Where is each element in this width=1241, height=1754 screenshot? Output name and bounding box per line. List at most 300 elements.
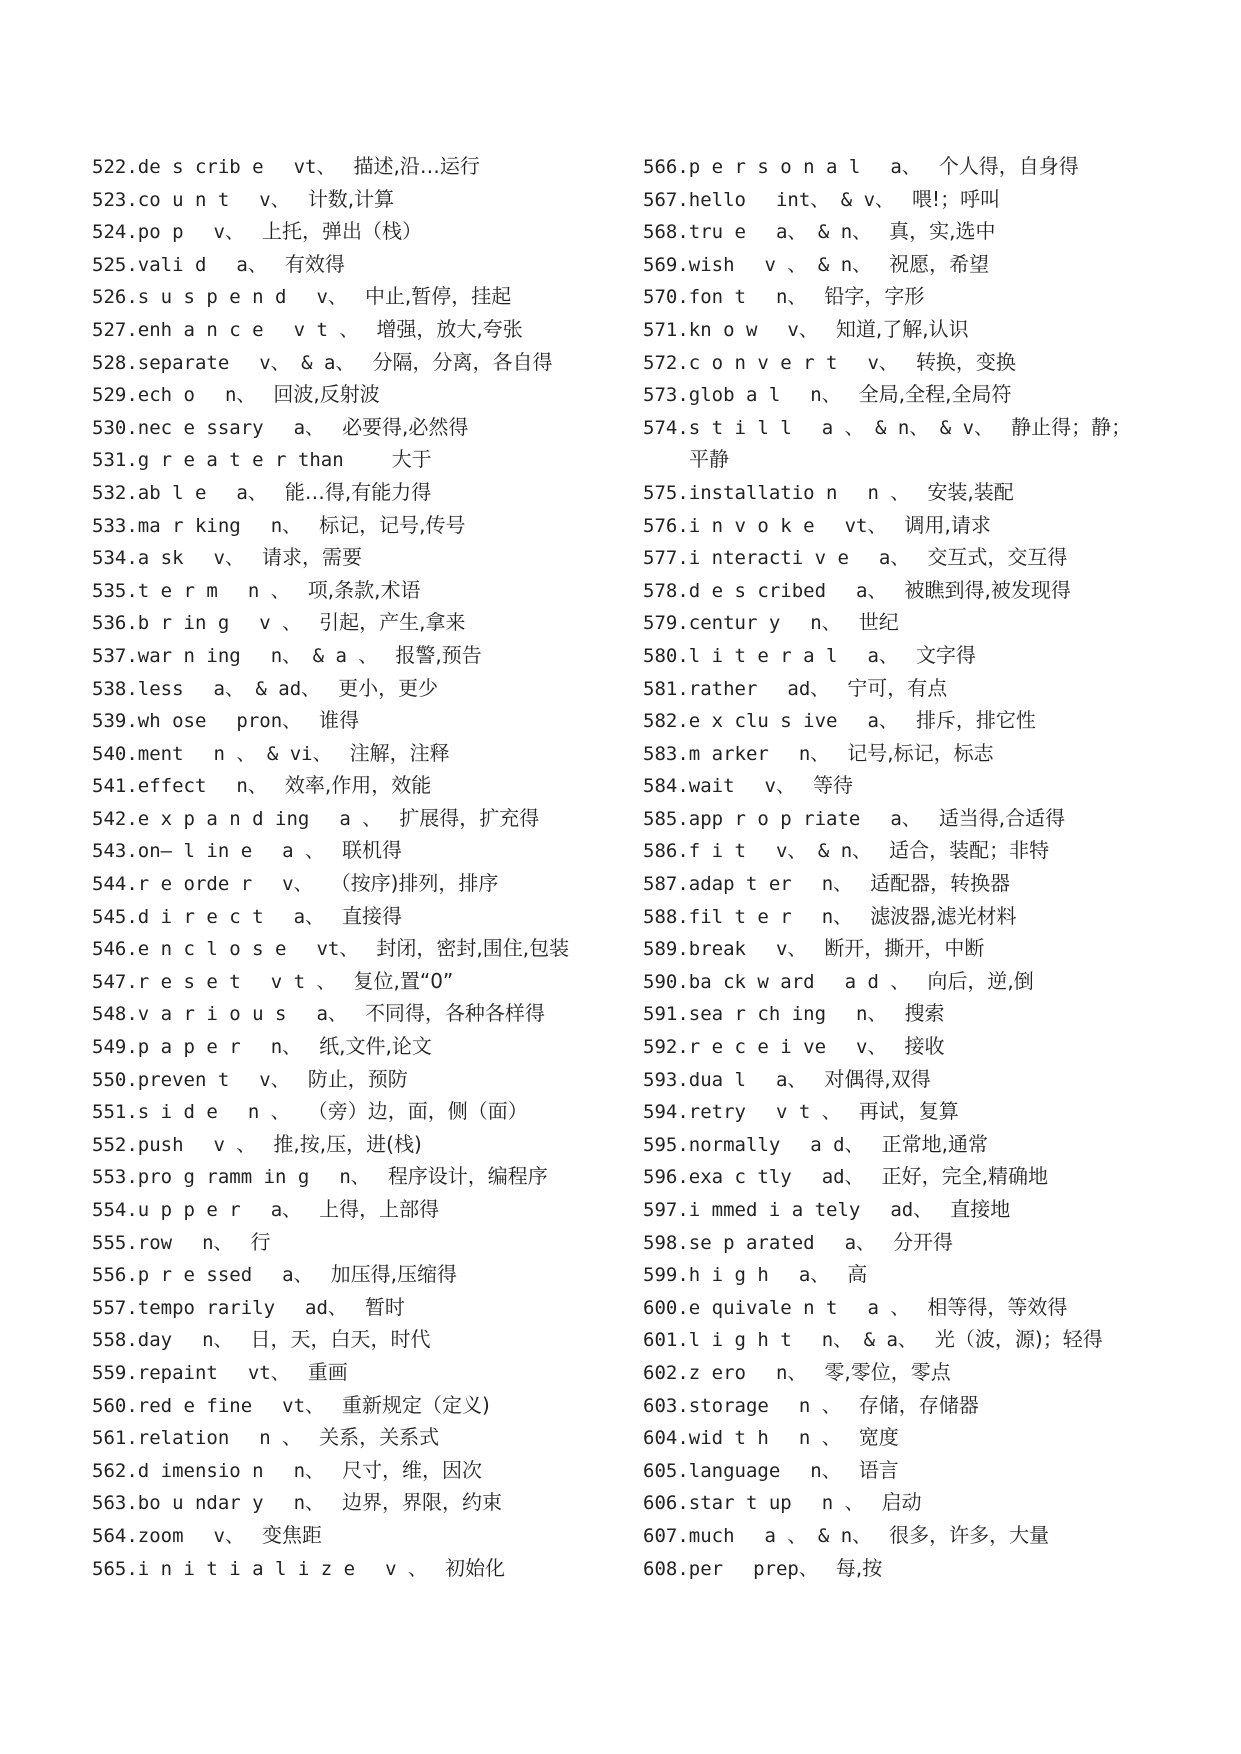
vocab-entry — [643, 1193, 1163, 1226]
entry-pos: a 、 — [867, 1296, 910, 1319]
entry-meaning: 对偶得,双得 — [824, 1066, 931, 1091]
entry-meaning: 联机得 — [342, 838, 403, 863]
vocab-entry — [643, 900, 1163, 933]
entry-pos: v 、 & n、 — [764, 253, 872, 276]
entry-meaning: 变焦距 — [261, 1522, 322, 1547]
entry-number: 539. — [92, 710, 138, 733]
entry-word: bo u ndar y — [137, 1492, 264, 1515]
entry-number: 522. — [92, 156, 138, 178]
entry-word: s u s p e n d — [137, 286, 287, 309]
entry-pos: ad、 — [787, 677, 830, 700]
vocab-entry — [92, 1552, 612, 1585]
entry-pos: a、 — [293, 416, 325, 439]
entry-number: 531. — [92, 449, 138, 472]
vocab-entry — [92, 346, 612, 379]
entry-number: 596. — [643, 1166, 689, 1189]
entry-pos: n、 — [293, 1492, 325, 1515]
entry-pos: v、 — [213, 547, 244, 570]
entry-meaning: 尺寸，维，因次 — [342, 1457, 483, 1482]
entry-pos: v t 、 — [775, 1101, 841, 1124]
entry-number: 579. — [643, 612, 689, 635]
entry-number: 590. — [643, 970, 689, 993]
entry-number: 574. — [643, 416, 689, 439]
vocab-entry — [92, 1095, 612, 1128]
vocab-entry — [643, 411, 1163, 444]
entry-word: ment — [137, 742, 184, 765]
vocab-entry — [92, 1486, 612, 1519]
entry-word: much — [688, 1524, 735, 1547]
entry-word: installatio n — [688, 481, 838, 504]
entry-number: 542. — [92, 807, 138, 830]
entry-pos: n、 — [293, 1459, 325, 1482]
entry-number: 557. — [92, 1296, 138, 1319]
entry-meaning: 语言 — [858, 1457, 899, 1482]
entry-word: zoom — [137, 1524, 184, 1547]
entry-number: 597. — [643, 1199, 689, 1221]
entry-meaning: 直接地 — [950, 1197, 1011, 1221]
entry-pos: n 、 — [821, 1492, 864, 1515]
entry-number: 527. — [92, 318, 138, 341]
entry-word: s i d e — [137, 1101, 218, 1124]
entry-pos: n、 & a、 — [821, 1329, 917, 1352]
entry-number: 575. — [643, 481, 689, 504]
entry-word: po p — [137, 221, 184, 244]
entry-pos: v、 — [316, 286, 347, 309]
entry-meaning: 分隔，分离，各自得 — [372, 349, 553, 374]
vocab-entry — [643, 672, 1163, 705]
entry-word: storage — [688, 1394, 769, 1417]
entry-meaning: 大于 — [391, 447, 432, 472]
entry-number: 607. — [643, 1524, 689, 1547]
entry-meaning: 存储，存储器 — [858, 1392, 979, 1417]
entry-number: 592. — [643, 1036, 689, 1059]
entry-number: 524. — [92, 221, 138, 244]
vocab-entry — [92, 1063, 612, 1096]
vocab-entry — [92, 280, 612, 313]
vocab-entry — [92, 1030, 612, 1063]
entry-number: 598. — [643, 1231, 689, 1254]
entry-pos: n、 — [270, 1036, 302, 1059]
entry-number: 541. — [92, 775, 138, 798]
entry-number: 523. — [92, 188, 138, 211]
vocab-entry — [643, 1323, 1163, 1356]
entry-meaning: 交互式，交互得 — [927, 545, 1068, 570]
entry-word: star t up — [688, 1492, 792, 1515]
entry-pos: pron、 — [236, 710, 302, 733]
entry-word: pro g ramm in g — [137, 1166, 310, 1189]
vocab-entry — [92, 411, 612, 444]
entry-word: centur y — [688, 612, 781, 635]
entry-meaning: 分开得 — [893, 1229, 954, 1254]
vocab-entry — [643, 1128, 1163, 1161]
entry-meaning: 世纪 — [858, 610, 899, 635]
entry-word: nec e ssary — [137, 416, 264, 439]
vocab-entry — [92, 1389, 612, 1422]
vocab-entry — [643, 737, 1163, 770]
entry-word: separate — [137, 351, 230, 374]
entry-number: 570. — [643, 286, 689, 309]
entry-word: wh ose — [137, 710, 207, 733]
entry-word: ab l e — [137, 481, 207, 504]
entry-word: e x p a n d ing — [137, 807, 310, 830]
vocab-entry — [643, 378, 1163, 411]
entry-number: 536. — [92, 612, 138, 635]
entry-number: 559. — [92, 1361, 138, 1384]
entry-word: d i r e c t — [137, 905, 264, 928]
entry-pos: v、 — [856, 1036, 887, 1059]
entry-number: 573. — [643, 384, 689, 407]
entry-word: break — [688, 938, 746, 961]
vocab-entry — [643, 639, 1163, 672]
entry-pos: v、 — [259, 1068, 290, 1091]
entry-word: glob a l — [688, 384, 781, 407]
vocab-entry — [92, 183, 612, 216]
vocab-entry — [643, 1030, 1163, 1063]
vocab-entry — [643, 1356, 1163, 1389]
entry-number: 554. — [92, 1199, 138, 1221]
entry-pos: n、 — [821, 873, 853, 896]
entry-number: 591. — [643, 1003, 689, 1026]
entry-meaning: 适合，装配；非特 — [889, 838, 1050, 863]
entry-number: 564. — [92, 1524, 138, 1547]
vocab-entry — [92, 248, 612, 281]
vocab-entry — [643, 215, 1163, 248]
entry-meaning: 知道,了解,认识 — [835, 316, 969, 341]
vocab-entry — [643, 574, 1163, 607]
entry-word: i n v o k e — [688, 514, 815, 537]
entry-pos: v t 、 — [293, 318, 359, 341]
entry-word: push — [137, 1133, 184, 1156]
vocab-entry — [643, 802, 1163, 835]
entry-meaning: 适配器，转换器 — [870, 871, 1011, 896]
entry-word: hello — [688, 188, 746, 211]
entry-pos: v、 & n、 — [775, 840, 872, 863]
entry-pos: n 、 — [247, 1101, 290, 1124]
entry-pos: v、 — [282, 873, 313, 896]
entry-pos: v、 — [213, 221, 244, 244]
entry-meaning: 扩展得，扩充得 — [399, 805, 540, 830]
entry-number: 589. — [643, 938, 689, 961]
vocab-entry — [643, 1389, 1163, 1422]
entry-pos: v、 — [775, 938, 807, 961]
entry-pos: a、 — [798, 1264, 830, 1287]
entry-pos: a、 — [856, 579, 887, 602]
entry-meaning: 祝愿，希望 — [889, 251, 990, 276]
entry-number: 602. — [643, 1361, 689, 1384]
vocab-entry — [92, 150, 612, 183]
entry-word: repaint — [137, 1361, 218, 1384]
entry-number: 584. — [643, 775, 689, 798]
entry-meaning: 上得，上部得 — [319, 1197, 440, 1221]
entry-meaning: 增强，放大,夸张 — [376, 316, 523, 341]
entry-number: 600. — [643, 1296, 689, 1319]
entry-meaning: 接收 — [904, 1034, 945, 1059]
entry-number: 529. — [92, 384, 138, 407]
entry-meaning: 标记，记号,传号 — [319, 512, 466, 537]
entry-pos: n、 — [810, 384, 841, 407]
entry-word: b r in g — [137, 612, 230, 635]
entry-word: on— l in e — [137, 840, 253, 863]
entry-pos: n 、 — [798, 1427, 841, 1450]
entry-number: 580. — [643, 644, 689, 667]
vocab-entry — [643, 248, 1163, 281]
vocab-entry — [92, 997, 612, 1030]
entry-meaning: 搜索 — [904, 1001, 945, 1026]
entry-meaning: 不同得，各种各样得 — [364, 1001, 545, 1026]
entry-pos: a、 — [236, 481, 267, 504]
entry-meaning: 光（波，源)；轻得 — [934, 1327, 1103, 1352]
vocab-entry — [92, 672, 612, 705]
vocab-entry — [643, 1226, 1163, 1259]
vocab-entry — [92, 1226, 612, 1259]
entry-meaning: 推,按,压，进(栈) — [273, 1131, 422, 1156]
entry-number: 555. — [92, 1231, 138, 1254]
entry-pos: a、 — [282, 1264, 313, 1287]
entry-number: 550. — [92, 1068, 138, 1091]
vocab-entry — [92, 1356, 612, 1389]
entry-number: 560. — [92, 1394, 138, 1417]
entry-pos: n、 — [775, 286, 807, 309]
vocab-entry — [92, 1421, 612, 1454]
vocab-entry — [92, 476, 612, 509]
entry-meaning: 每,按 — [835, 1555, 883, 1580]
entry-pos: v 、 — [385, 1557, 427, 1580]
entry-meaning: 安装,装配 — [927, 479, 1014, 504]
entry-number: 538. — [92, 677, 138, 700]
entry-pos: n、 — [810, 612, 841, 635]
vocab-entry — [92, 900, 612, 933]
entry-word: app r o p riate — [688, 807, 861, 830]
entry-meaning: 正常地,通常 — [881, 1131, 988, 1156]
vocab-entry — [92, 378, 612, 411]
entry-pos: n、 — [821, 905, 853, 928]
entry-pos: vt、 — [247, 1361, 290, 1384]
vocab-entry — [643, 867, 1163, 900]
entry-word: tempo rarily — [137, 1296, 276, 1319]
entry-meaning: 全局,全程,全局符 — [858, 382, 1012, 407]
entry-meaning: 关系，关系式 — [319, 1425, 440, 1450]
entry-meaning: 更小，更少 — [338, 675, 439, 700]
entry-meaning: 初始化 — [445, 1555, 505, 1580]
entry-number: 543. — [92, 840, 138, 863]
entry-pos: a、 — [316, 1003, 347, 1026]
vocab-entry — [92, 834, 612, 867]
entry-word: d imensio n — [137, 1459, 264, 1482]
entry-word: i n i t i a l i z e — [137, 1557, 356, 1580]
entry-pos: vt、 — [844, 514, 887, 537]
entry-word: red e fine — [137, 1394, 253, 1417]
entry-number: 544. — [92, 873, 138, 896]
entry-number: 552. — [92, 1133, 138, 1156]
vocab-entry — [92, 639, 612, 672]
entry-pos: v、 & a、 — [259, 351, 355, 374]
entry-pos: n、 — [202, 1231, 233, 1254]
vocab-entry — [92, 965, 612, 998]
entry-pos: a、 — [236, 253, 267, 276]
entry-word: day — [137, 1329, 173, 1352]
entry-meaning: 个人得，自身得 — [938, 154, 1079, 178]
entry-meaning: 效率,作用，效能 — [284, 773, 432, 798]
entry-pos: vt、 — [282, 1394, 325, 1417]
entry-pos: a 、 & n、 — [764, 1524, 872, 1547]
entry-meaning: 适当得,合适得 — [938, 805, 1066, 830]
entry-number: 594. — [643, 1101, 689, 1124]
entry-meaning: 必要得,必然得 — [342, 414, 469, 439]
entry-word: e x clu s ive — [688, 710, 838, 733]
entry-pos: ad、 — [821, 1166, 864, 1189]
entry-meaning: 能…得,有能力得 — [284, 479, 432, 504]
entry-meaning: 直接得 — [342, 903, 403, 928]
entry-word: a sk — [137, 547, 184, 570]
entry-meaning: 谁得 — [319, 708, 360, 733]
entry-word: normally — [688, 1133, 781, 1156]
entry-pos: n 、 & vi、 — [213, 742, 332, 765]
entry-meaning: 断开，撕开，中断 — [824, 936, 985, 961]
entry-pos: n、 — [224, 384, 256, 407]
vocab-entry — [92, 1193, 612, 1226]
entry-word: f i t — [688, 840, 746, 863]
entry-pos: n 、 — [259, 1427, 302, 1450]
entry-pos: a d 、 — [844, 970, 910, 993]
entry-pos: vt、 — [293, 156, 336, 178]
entry-meaning: 中止,暂停，挂起 — [364, 284, 512, 309]
entry-meaning: 很多，许多，大量 — [889, 1522, 1050, 1547]
vocab-entry — [92, 215, 612, 248]
entry-meaning: 回波,反射波 — [273, 382, 380, 407]
entry-word: i mmed i a tely — [688, 1199, 861, 1221]
entry-word: ech o — [137, 384, 195, 407]
entry-pos: v、 — [764, 775, 795, 798]
entry-number: 601. — [643, 1329, 689, 1352]
left-column — [92, 150, 612, 1584]
vocab-entry — [643, 1486, 1163, 1519]
entry-pos: n、 — [798, 742, 830, 765]
entry-meaning: 向后，逆,倒 — [927, 968, 1034, 993]
vocab-entry — [643, 150, 1163, 183]
entry-pos: a、 — [867, 710, 898, 733]
entry-number: 558. — [92, 1329, 138, 1352]
vocab-entry — [643, 965, 1163, 998]
vocab-entry — [92, 737, 612, 770]
entry-pos: int、 & v、 — [775, 188, 895, 211]
entry-pos: n、 — [236, 775, 267, 798]
entry-pos: n、 — [202, 1329, 233, 1352]
entry-word: wish — [688, 253, 735, 276]
vocab-entry — [643, 541, 1163, 574]
entry-number: 599. — [643, 1264, 689, 1287]
entry-meaning: 被瞧到得,被发现得 — [904, 577, 1071, 602]
entry-number: 549. — [92, 1036, 138, 1059]
vocab-entry — [92, 606, 612, 639]
entry-word: v a r i o u s — [137, 1003, 287, 1026]
entry-word: u p p e r — [137, 1199, 241, 1221]
entry-number: 577. — [643, 547, 689, 570]
entry-meaning: （旁）边，面，侧（面） — [307, 1099, 528, 1124]
entry-word: l i g h t — [688, 1329, 792, 1352]
entry-number: 571. — [643, 318, 689, 341]
entry-word: e n c l o s e — [137, 938, 287, 961]
entry-meaning: 文字得 — [915, 642, 976, 667]
entry-word: dua l — [688, 1068, 746, 1091]
entry-meaning: 喂!；呼叫 — [912, 186, 1001, 211]
entry-pos: a、 — [844, 1231, 876, 1254]
vocab-entry — [643, 1421, 1163, 1454]
entry-word: s t i l l — [688, 416, 792, 439]
entry-word: r e orde r — [137, 873, 253, 896]
entry-number: 540. — [92, 742, 138, 765]
entry-meaning: 日，天，白天，时代 — [250, 1327, 431, 1352]
vocab-entry — [643, 1519, 1163, 1552]
entry-word: i nteracti v e — [688, 547, 849, 570]
entry-word: per — [688, 1557, 724, 1580]
entry-word: r e s e t — [137, 970, 241, 993]
entry-pos: a、 — [867, 644, 898, 667]
entry-word: less — [137, 677, 184, 700]
entry-number: 562. — [92, 1459, 138, 1482]
entry-number: 548. — [92, 1003, 138, 1026]
entry-number: 588. — [643, 905, 689, 928]
entry-meaning: 引起，产生,拿来 — [319, 610, 466, 635]
entry-number: 572. — [643, 351, 689, 374]
vocab-entry — [643, 997, 1163, 1030]
entry-number: 585. — [643, 807, 689, 830]
entry-pos: v、 — [787, 318, 818, 341]
entry-word: h i g h — [688, 1264, 769, 1287]
entry-word: retry — [688, 1101, 746, 1124]
entry-number: 525. — [92, 253, 138, 276]
entry-meaning: 相等得，等效得 — [927, 1294, 1068, 1319]
vocab-entry — [643, 1291, 1163, 1324]
entry-word: p a p e r — [137, 1036, 241, 1059]
entry-word: tru e — [688, 221, 746, 244]
entry-word: row — [137, 1231, 173, 1254]
entry-word: de s crib e — [137, 156, 264, 178]
entry-meaning: 记号,标记，标志 — [847, 740, 994, 765]
entry-word: enh a n c e — [137, 318, 264, 341]
vocab-entry — [92, 1258, 612, 1291]
vocab-entry — [92, 443, 612, 476]
entry-pos: v、 — [213, 1524, 244, 1547]
vocab-entry — [92, 1454, 612, 1487]
vocab-entry — [92, 509, 612, 542]
entry-pos: n、 — [775, 1361, 807, 1384]
entry-pos: prep、 — [753, 1557, 818, 1580]
entry-word: z ero — [688, 1361, 746, 1384]
vocab-entry — [643, 476, 1163, 509]
entry-pos: v、 — [867, 351, 898, 374]
entry-number: 569. — [643, 253, 689, 276]
entry-word: effect — [137, 775, 207, 798]
entry-meaning: 报警,预告 — [395, 642, 482, 667]
entry-number: 583. — [643, 742, 689, 765]
entry-meaning: 项,条款,术语 — [307, 577, 421, 602]
entry-number: 537. — [92, 644, 138, 667]
vocab-entry — [643, 313, 1163, 346]
entry-pos: a 、 & n、 & v、 — [821, 416, 994, 439]
entry-number: 567. — [643, 188, 689, 211]
entry-pos: a、 — [890, 156, 921, 178]
vocab-entry — [643, 1160, 1163, 1193]
entry-number: 546. — [92, 938, 138, 961]
entry-meaning: 正好，完全,精确地 — [881, 1164, 1048, 1189]
entry-pos: a、 & ad、 — [213, 677, 321, 700]
vocab-entry — [643, 1063, 1163, 1096]
entry-pos: vt、 — [316, 938, 359, 961]
entry-pos: ad、 — [305, 1296, 347, 1319]
entry-meaning: 调用,请求 — [904, 512, 991, 537]
entry-meaning: 边界，界限，约束 — [342, 1490, 503, 1515]
entry-number: 535. — [92, 579, 138, 602]
